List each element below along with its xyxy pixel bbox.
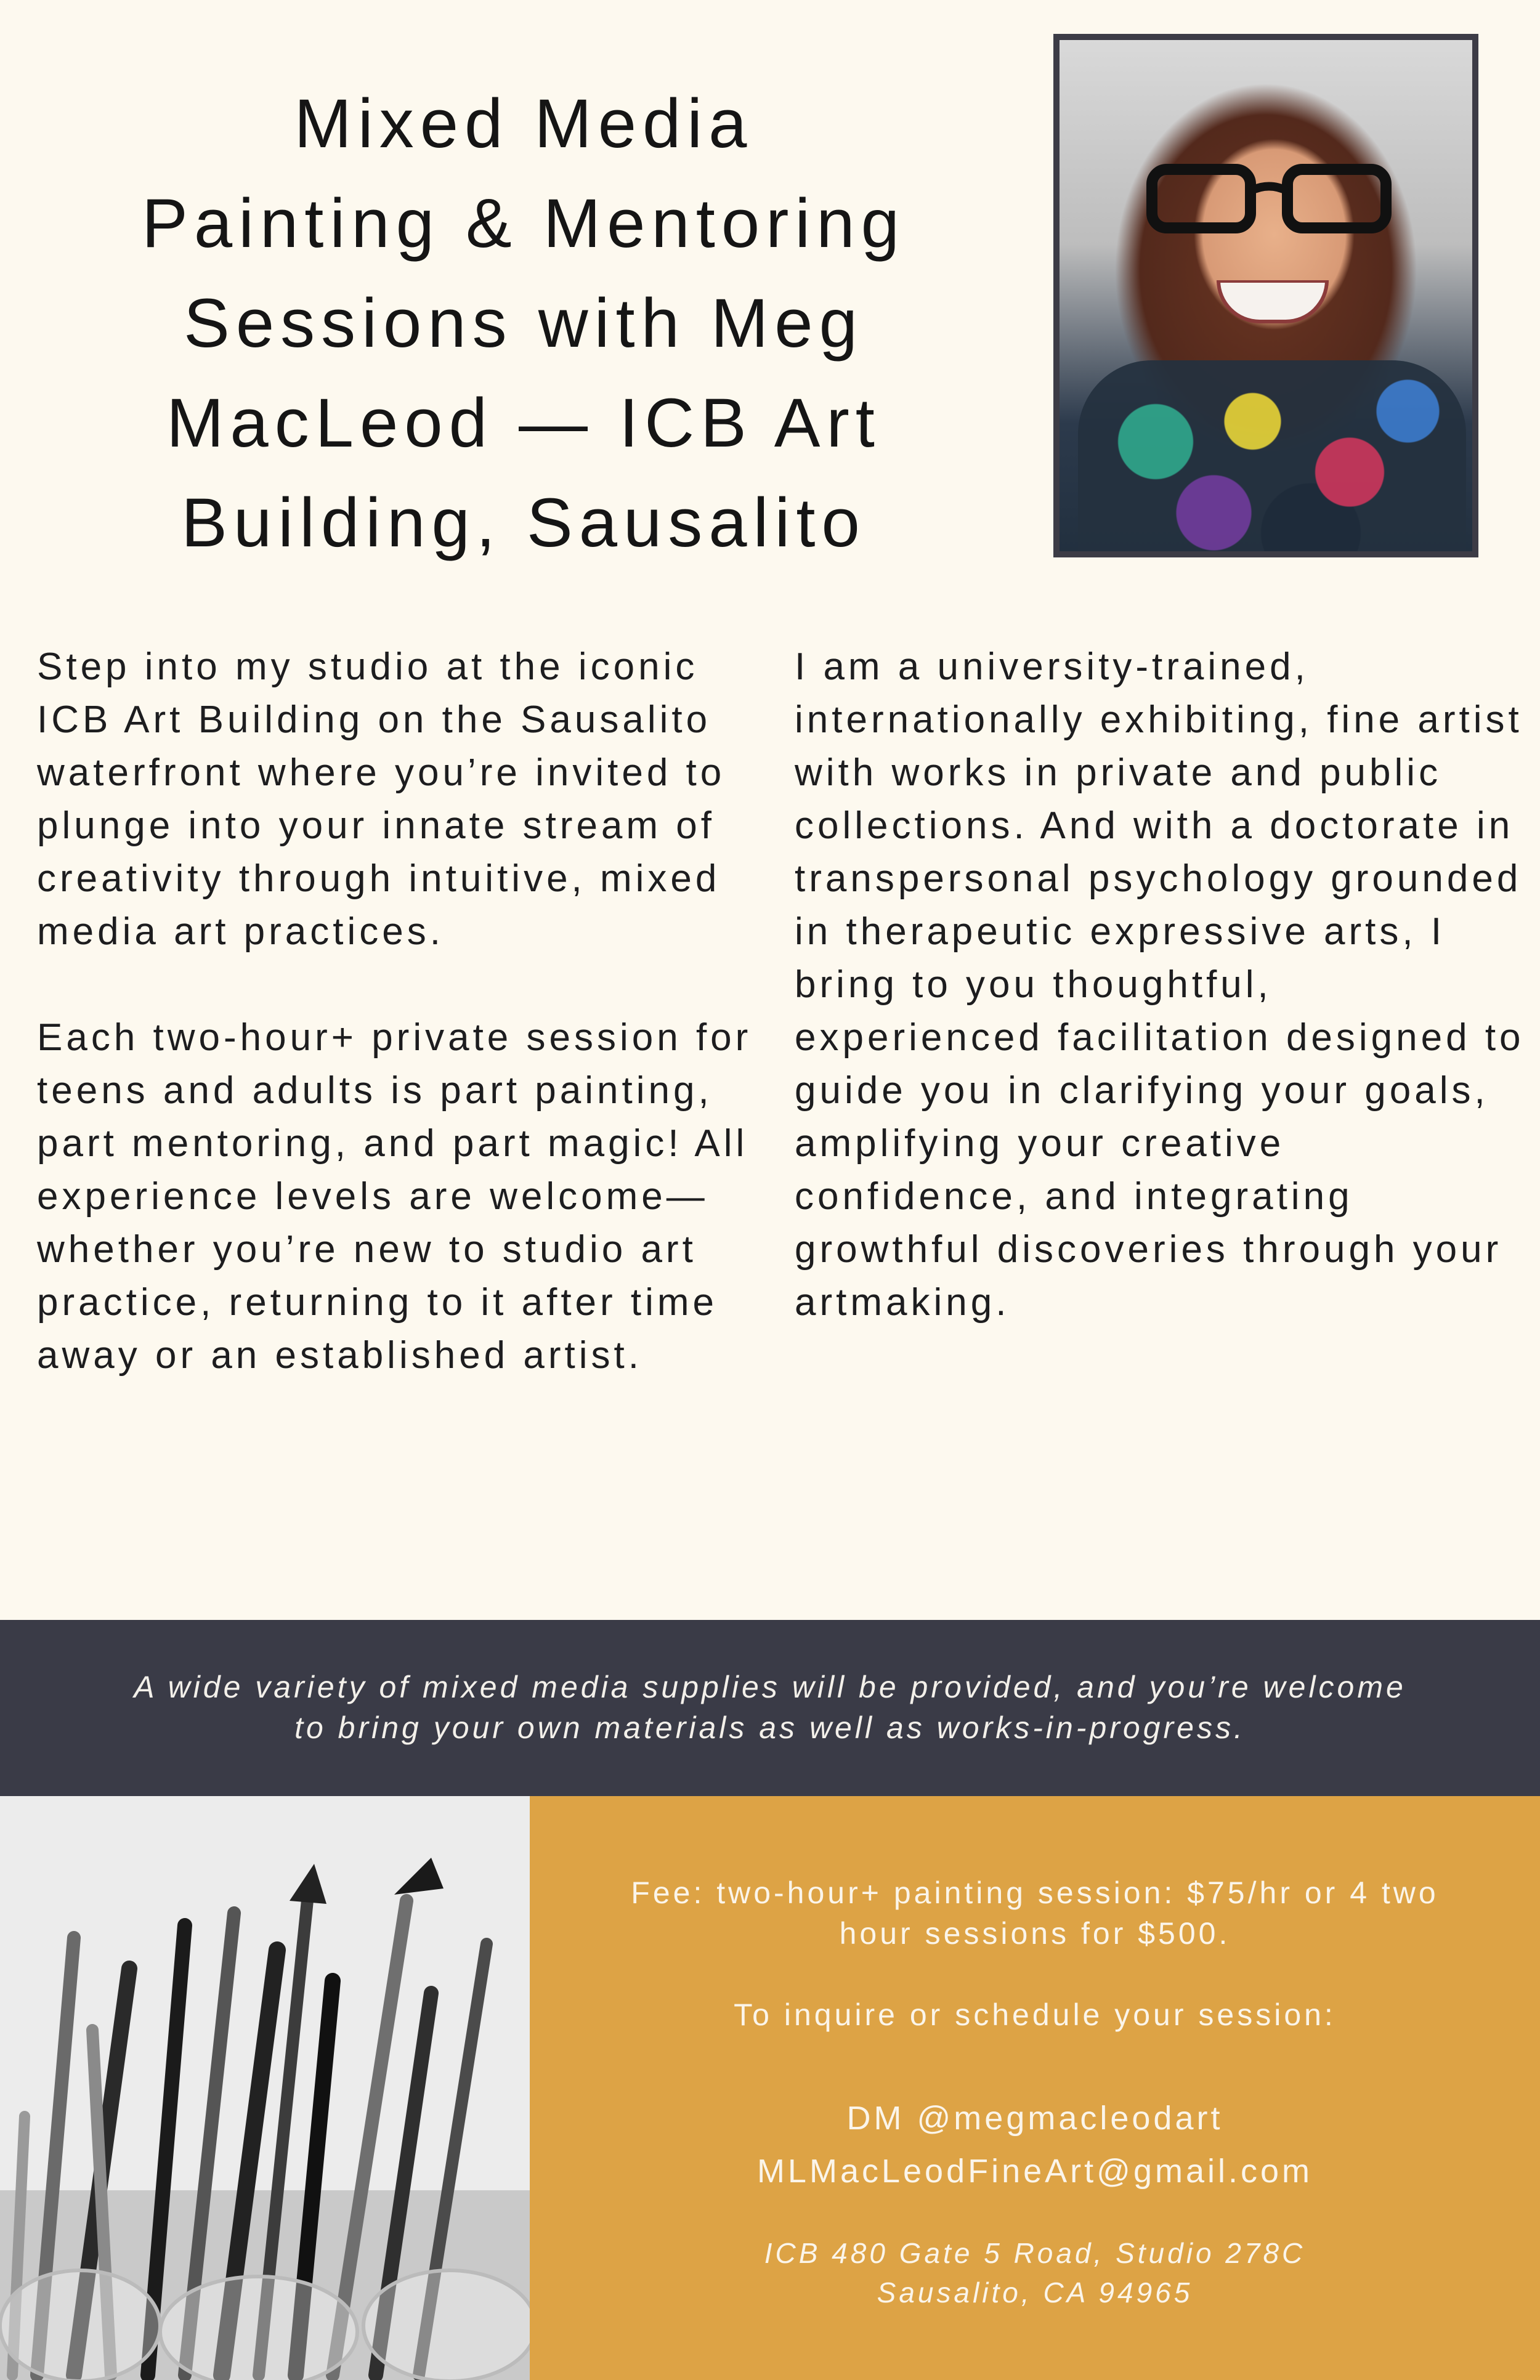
intro-right-column — [795, 641, 1528, 1329]
bio-paragraph: I am a university-trained, internationally exhibiting, fine artist with works in private and public collections. And with a doctorate in transpersonal psychology grounded in therapeutic expressive arts, I bring to you thoughtful, experienced facilitation designed to guide you in clarifying your goals, amplifying your creative confidence, and integrating growthful discoveries through your artmaking. — [795, 646, 1525, 1324]
fee-line: Fee: two-hour+ painting session: $75/hr or 4 two — [631, 1876, 1439, 1910]
fee-contact-panel — [530, 1796, 1540, 2380]
fee-text — [530, 1872, 1540, 1954]
glasses-shape — [1146, 160, 1392, 234]
instagram-handle-link[interactable]: DM @megmacleodart — [846, 2100, 1223, 2137]
address-line: Sausalito, CA 94965 — [877, 2277, 1193, 2309]
title-line: Painting & Mentoring — [142, 185, 906, 262]
supplies-line: A wide variety of mixed media supplies will be provided, and you’re welcome — [134, 1670, 1406, 1704]
title-line: Building, Sausalito — [181, 484, 866, 561]
intro-paragraph: Step into my studio at the iconic ICB Art Building on the Sausalito waterfront where you’re invited to plunge into your innate stream of creativity through intuitive, mixed media art practices. — [37, 646, 726, 953]
supplies-line: to bring your own materials as well as works-in-progress. — [294, 1710, 1246, 1745]
title-line: MacLeod — ICB Art — [166, 384, 881, 461]
address-line: ICB 480 Gate 5 Road, Studio 278C — [764, 2237, 1306, 2269]
artist-portrait-photo — [1053, 34, 1478, 557]
intro-left-column — [37, 641, 776, 1382]
inquire-text: To inquire or schedule your session: — [734, 1997, 1336, 2032]
brushes-in-jars-illustration — [0, 1796, 530, 2380]
title-line: Sessions with Meg — [184, 285, 864, 362]
title-line: Mixed Media — [294, 85, 753, 162]
email-link[interactable]: MLMacLeodFineArt@gmail.com — [756, 2153, 1313, 2190]
intro-paragraph: Each two-hour+ private session for teens and adults is part painting, part mentoring, and part magic! All experience levels are welcome—whether you’re new to studio art practice, returning to it after time away or an established artist. — [37, 1016, 752, 1377]
page-title — [25, 74, 1023, 573]
supplies-band — [0, 1620, 1540, 1796]
scarf-pattern — [1078, 360, 1466, 557]
smile-shape — [1217, 280, 1329, 323]
fee-line: hour sessions for $500. — [839, 1916, 1231, 1951]
studio-address — [530, 2233, 1540, 2312]
brushes-photo — [0, 1796, 530, 2380]
